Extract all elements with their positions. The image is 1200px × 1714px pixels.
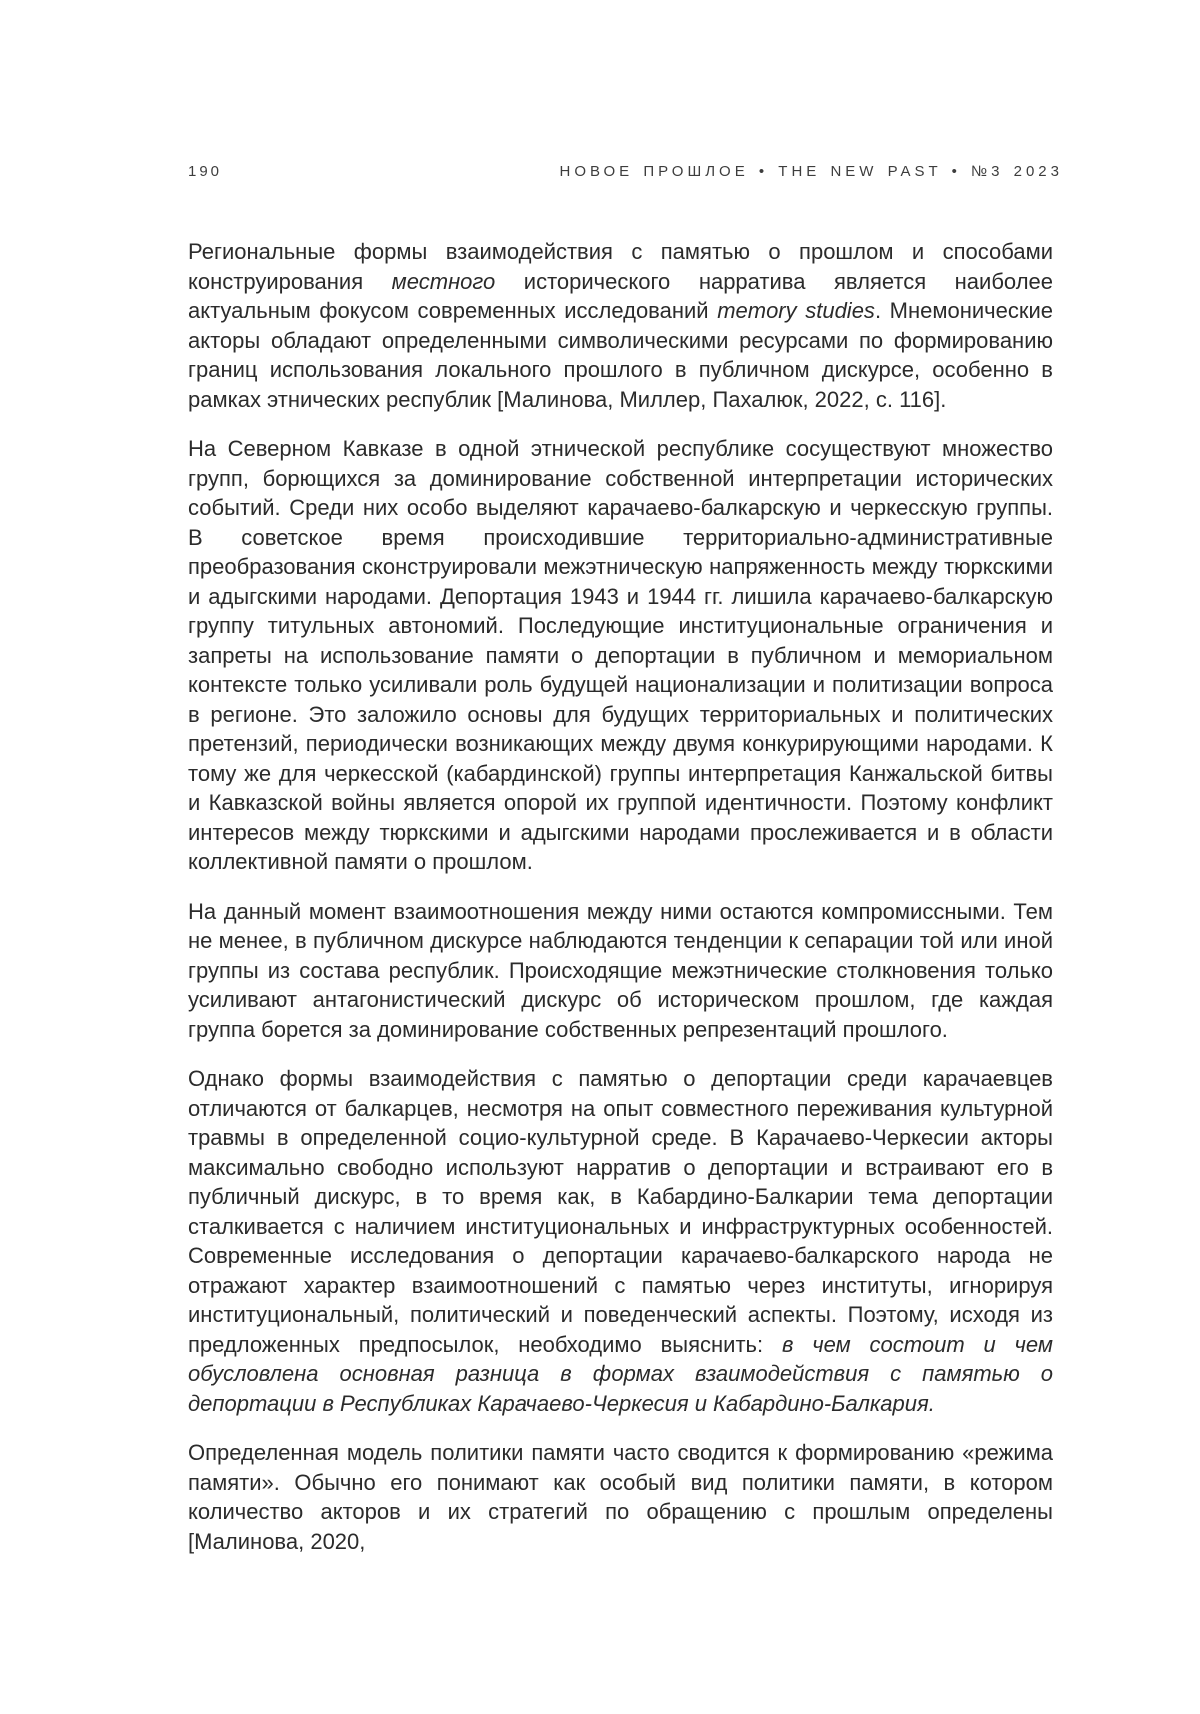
text-segment: . Мнемонические акторы обладают определенными символическими ресурсами по формированию границ использования локального прошлого в публичном дискурсе, особенно в рамках этнических республик [Малинова, Миллер, Пахалюк, 2022, с. 116]. — [188, 298, 1053, 412]
text-segment: Определенная модель политики памяти часто сводится к формированию «режима памяти». Обычно его понимают как особый вид политики памяти, в котором количество акторов и их стратегий по обращению с прошлым определены [Малинова, 2020, — [188, 1440, 1053, 1554]
paragraph-3 — [188, 897, 1053, 1045]
text-segment: Однако формы взаимодействия с памятью о депортации среди карачаевцев отличаются от балкарцев, несмотря на опыт совместного переживания культурной травмы в определенной социо-культурной среде. В Карачаево-Черкесии акторы максимально свободно используют нарратив о депортации и встраивают его в публичный дискурс, в то время как, в Кабардино-Балкарии тема депортации сталкивается с наличием институциональных и инфраструктурных особенностей. Современные исследования о депортации карачаево-балкарского народа не отражают характер взаимоотношений с памятью через институты, игнорируя институциональный, политический и поведенческий аспекты. Поэтому, исходя из предложенных предпосылок, необходимо выяснить: — [188, 1066, 1053, 1357]
text-segment: На Северном Кавказе в одной этнической республике сосуществуют множество групп, борющихся за доминирование собственной интерпретации исторических событий. Среди них особо выделяют карачаево-балкарскую и черкесскую группы. В советское время происходившие территориально-административные преобразования сконструировали межэтническую напряженность между тюркскими и адыгскими народами. Депортация 1943 и 1944 гг. лишила карачаево-балкарскую группу титульных автономий. Последующие институциональные ограничения и запреты на использование памяти о депортации в публичном и мемориальном контексте только усиливали роль будущей национализации и политизации вопроса в регионе. Это заложило основы для будущих территориальных и политических претензий, периодически возникающих между двумя конкурирующими народами. К тому же для черкесской (кабардинской) группы интерпретация Канжальской битвы и Кавказской войны является опорой их группой идентичности. Поэтому конфликт интересов между тюркскими и адыгскими народами прослеживается и в области коллективной памяти о прошлом. — [188, 436, 1053, 874]
text-segment-italic: memory studies — [717, 298, 875, 323]
paragraph-5 — [188, 1438, 1053, 1556]
text-segment: На данный момент взаимоотношения между ними остаются компромиссными. Тем не менее, в публичном дискурсе наблюдаются тенденции к сепарации той или иной группы из состава республик. Происходящие межэтнические столкновения только усиливают антагонистический дискурс об историческом прошлом, где каждая группа борется за доминирование собственных репрезентаций прошлого. — [188, 898, 1053, 1042]
text-segment-italic: местного — [391, 268, 496, 294]
paragraph-2 — [188, 434, 1053, 877]
text-segment: исторического нарратива является наиболее актуальным фокусом современных исследований — [188, 268, 1053, 323]
journal-header: НОВОЕ ПРОШЛОЕ • THE NEW PAST • №3 2023 — [559, 163, 1063, 180]
paragraph-4 — [188, 1064, 1053, 1418]
page-number: 190 — [188, 163, 223, 180]
text-segment: Региональные формы взаимодействия с памятью о прошлом и способами конструирования — [188, 239, 1053, 294]
text-segment-italic: в чем состоит и чем обусловлена основная разница в формах взаимодействия с памятью о депортации в Республиках Карачаево-Черкесия и Кабардино-Балкария. — [188, 1331, 1053, 1416]
running-head — [188, 163, 1063, 180]
paragraph-1 — [188, 237, 1053, 414]
article-body — [188, 237, 1053, 1556]
